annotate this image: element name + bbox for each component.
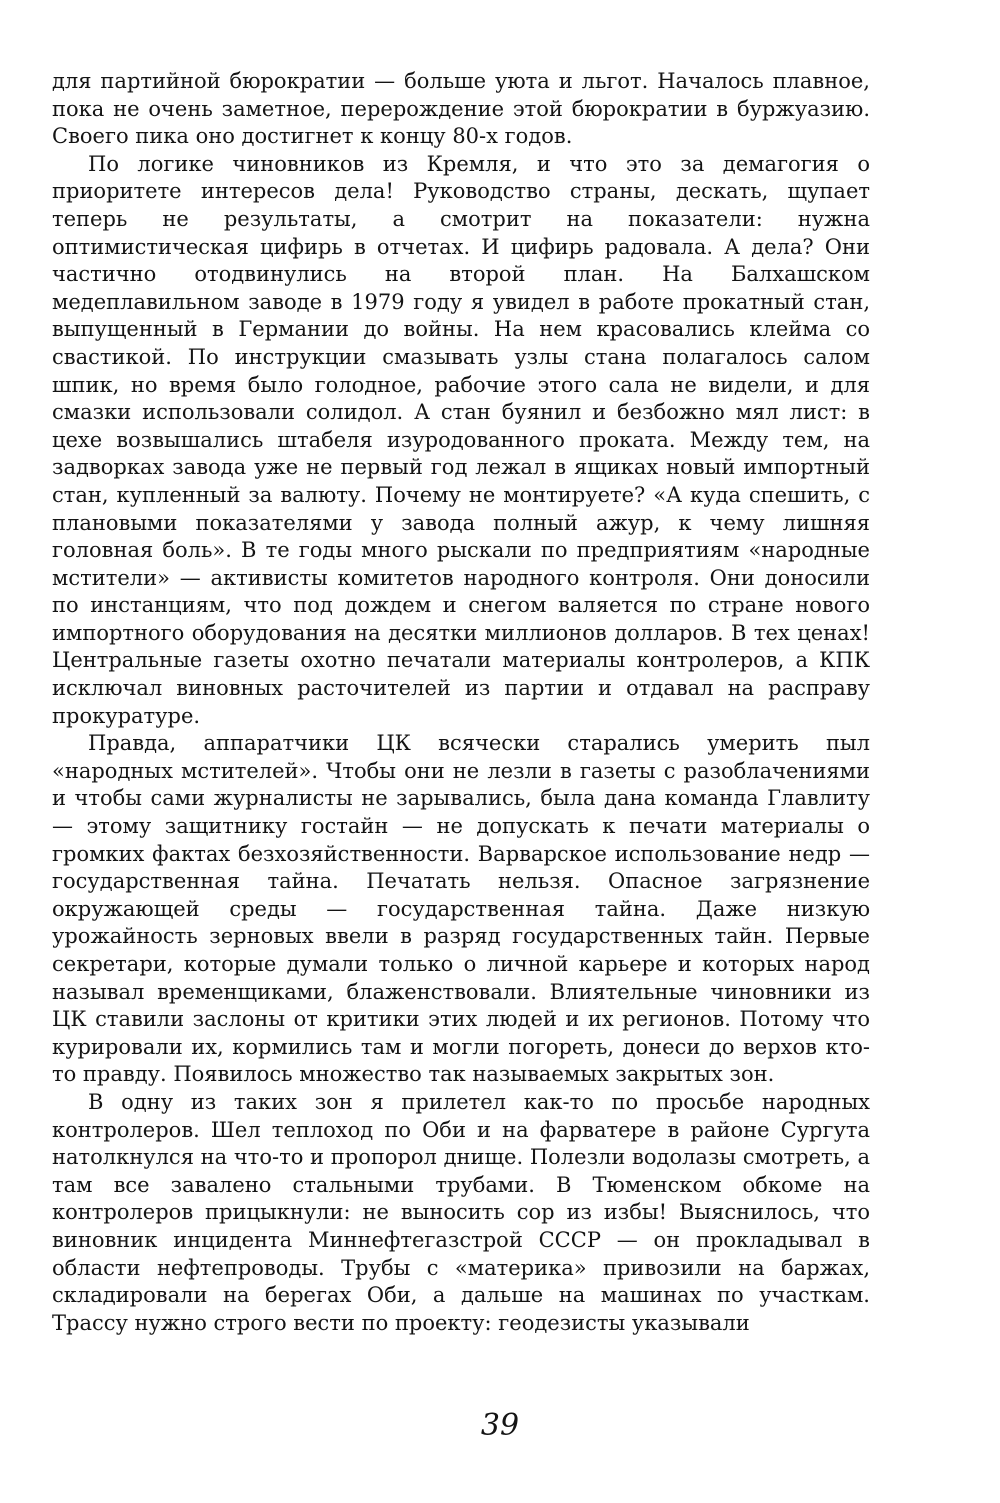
paragraph-central-committee: Правда, аппаратчики ЦК всячески старались умерить пыл «народных мстителей». Чтобы они не лезли в газеты с разоблачениями и чтобы сами журналисты не зарывались, была дана команда Главлиту — этому защитнику гостайн — не допускать к печати материалы о громких фактах безхозяйственности. Варварское использование недр — государственная тайна. Печатать нельзя. Опасное загрязнение окружающей среды — государственная тайна. Даже низкую урожайность зерновых ввели в разряд государственных тайн. Первые секретари, которые думали только о личной карьере и которых народ называл временщиками, блаженствовали. Влиятельные чиновники из ЦК ставили заслоны от критики этих людей и их регионов. Потому что курировали их, кормились там и могли погореть, донеси до верхов кто-то правду. Появилось множество так называемых закрытых зон. xyxy=(52,731,870,1087)
paragraph-continuation: для партийной бюрократии — больше уюта и льгот. Началось плавное, пока не очень заметное, перерождение этой бюрократии в буржуазию. Своего пика оно достигнет к концу 80-х годов. xyxy=(52,69,870,149)
paragraph-closed-zone: В одну из таких зон я прилетел как-то по просьбе народных контролеров. Шел теплоход по Оби и на фарватере в районе Сургута натолкнулся на что-то и пропорол днище. Полезли водолазы смотреть, а там все завалено стальными трубами. В Тюменском обкоме на контролеров прицыкнули: не выносить сор из избы! Выяснилось, что виновник инцидента Миннефтегазстрой СССР — он прокладывал в области нефтепроводы. Трубы с «материка» привозили на баржах, складировали на берегах Оби, а дальше на машинах по участкам. Трассу нужно строго вести по проекту: геодезисты указывали xyxy=(52,1089,870,1335)
paragraph-kremlin-logic: По логике чиновников из Кремля, и что это за демагогия о приоритете интересов дела! Руководство страны, дескать, щупает теперь не результаты, а смотрит на показатели: нужна оптимистическая цифирь в отчетах. И цифирь радовала. А дела? Они частично отодвинулись на второй план. На Балхашском медеплавильном заводе в 1979 году я увидел в работе прокатный стан, выпущенный в Германии до войны. На нем красовались клейма со свастикой. По инструкции смазывать узлы стана полагалось салом шпик, но время было голодное, рабочие этого сала не видели, и для смазки использовали солидол. А стан буянил и безбожно мял лист: в цехе возвышались штабеля изуродованного проката. Между тем, на задворках завода уже не первый год лежал в ящиках новый импортный стан, купленный за валюту. Почему не монтируете? «А куда спешить, с плановыми показателями у завода полный ажур, к чему лишняя головная боль». В те годы много рыскали по предприятиям «народные мстители» — активисты комитетов народного контроля. Они доносили по инстанциям, что под дождем и снегом валяется по стране нового импортного оборудования на десятки миллионов долларов. В тех ценах! Центральные газеты охотно печатали материалы контролеров, а КПК исключал виновных расточителей из партии и отдавал на расправу прокуратуре. xyxy=(52,151,870,728)
page-number: 39 xyxy=(480,1408,520,1443)
body-text xyxy=(52,68,870,1337)
